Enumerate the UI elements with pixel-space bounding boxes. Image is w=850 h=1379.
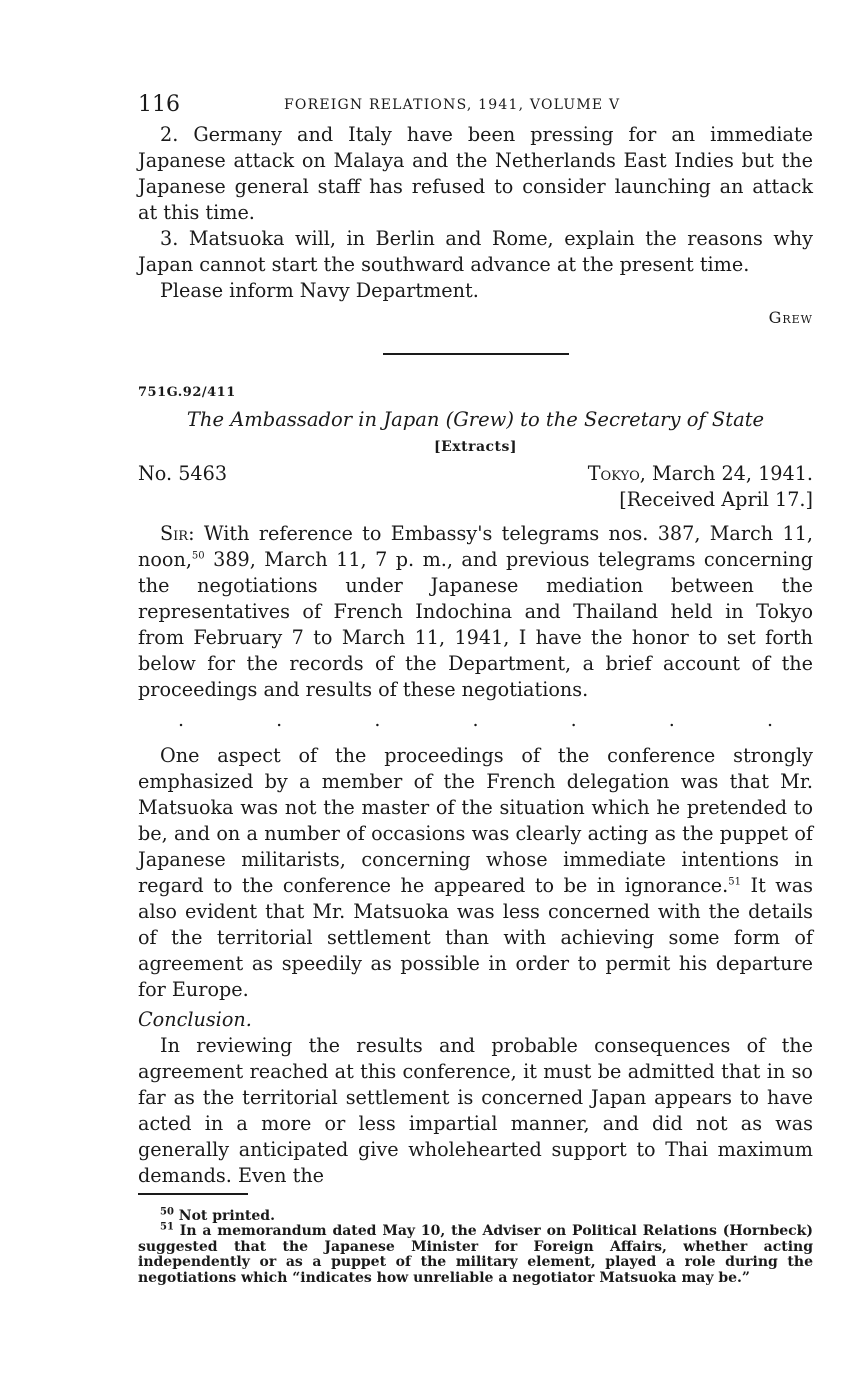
document-title: The Ambassador in Japan (Grew) to the Secretary of State bbox=[186, 408, 765, 431]
dateline-row bbox=[138, 461, 813, 513]
page-number: 116 bbox=[138, 92, 180, 117]
opening-text-a: : With reference to Embassy's telegrams nos. 387, March 11, noon, bbox=[138, 522, 813, 571]
received-date: [Received April 17.] bbox=[619, 488, 813, 511]
place-date bbox=[588, 461, 813, 487]
ellipsis-dot: . bbox=[472, 709, 479, 731]
ellipsis-dot: . bbox=[276, 709, 283, 731]
ellipsis-row bbox=[138, 707, 813, 733]
conclusion-paragraph: In reviewing the results and probable consequences of the agreement reached at this conference, it must be admitted that in so far as the territorial settlement is concerned Japan appears to have acted in a more or less impartial manner, and did not as was generally anticipated give wholehearted support to Thai maximum demands. Even the bbox=[138, 1034, 813, 1187]
body-paragraph bbox=[138, 743, 813, 1003]
document-number: No. 5463 bbox=[138, 462, 228, 485]
section-divider bbox=[383, 353, 569, 355]
footnote-mark-51: 51 bbox=[160, 1221, 174, 1233]
footnote-mark-50: 50 bbox=[160, 1205, 174, 1217]
signature: Grew bbox=[768, 308, 813, 327]
footnote-text-50: Not printed. bbox=[173, 1207, 275, 1224]
ellipsis-dot: . bbox=[766, 709, 773, 731]
conclusion-heading: Conclusion. bbox=[138, 1008, 252, 1031]
place: Tokyo bbox=[587, 462, 640, 485]
footnote-51 bbox=[138, 1221, 813, 1286]
ellipsis-dot: . bbox=[374, 709, 381, 731]
footnote-ref-50: 50 bbox=[191, 550, 205, 562]
page bbox=[138, 92, 813, 1286]
footnote-divider bbox=[138, 1193, 248, 1195]
ellipsis-dot: . bbox=[570, 709, 577, 731]
paragraph-2: 2. Germany and Italy have been pressing for an immediate Japanese attack on Malaya and the Netherlands East Indies but the Japanese general staff has refused to consider launching an attack at this time. bbox=[138, 123, 813, 224]
footnote-ref-51: 51 bbox=[728, 876, 741, 888]
page-header bbox=[138, 92, 813, 122]
footnote-text-51: In a memorandum dated May 10, the Adviser on Political Relations (Hornbeck) suggested that the Japanese Minister for Foreign Affairs, whether acting independently or as a puppet of the military element, played a role during the negotiations which “indicates how unreliable a negotiator Matsuoka may be.” bbox=[138, 1223, 813, 1286]
running-head: FOREIGN RELATIONS, 1941, VOLUME V bbox=[284, 97, 621, 113]
body-text-b: It was also evident that Mr. Matsuoka was less concerned with the details of the territorial settlement than with achieving some form of agreement as speedily as possible in order to permit his departure for Europe. bbox=[138, 874, 813, 1001]
file-number: 751G.92/411 bbox=[138, 385, 236, 400]
salutation: Sir bbox=[160, 522, 189, 545]
date: , March 24, 1941. bbox=[639, 462, 813, 485]
opening-paragraph bbox=[138, 521, 813, 703]
dateline bbox=[588, 461, 813, 513]
paragraph-3: 3. Matsuoka will, in Berlin and Rome, explain the reasons why Japan cannot start the southward advance at the present time. bbox=[138, 227, 813, 276]
footnote-50 bbox=[138, 1205, 813, 1225]
ellipsis-dot: . bbox=[178, 709, 185, 731]
body-text-a: One aspect of the proceedings of the conference strongly emphasized by a member of the French delegation was that Mr. Matsuoka was not the master of the situation which he pretended to be, and on a number of occasions was clearly acting as the puppet of Japanese militarists, concerning whose immediate intentions in regard to the conference he appeared to be in ignorance. bbox=[138, 744, 813, 897]
paragraph-4: Please inform Navy Department. bbox=[160, 279, 479, 302]
extracts-label: [Extracts] bbox=[433, 439, 518, 455]
opening-text-b: 389, March 11, 7 p. m., and previous telegrams concerning the negotiations under Japanese mediation between the representatives of French Indochina and Thailand held in Tokyo from February 7 to March 11, 1941, I have the honor to set forth below for the records of the Department, a brief account of the proceedings and results of these negotiations. bbox=[138, 548, 813, 701]
ellipsis-dot: . bbox=[668, 709, 675, 731]
